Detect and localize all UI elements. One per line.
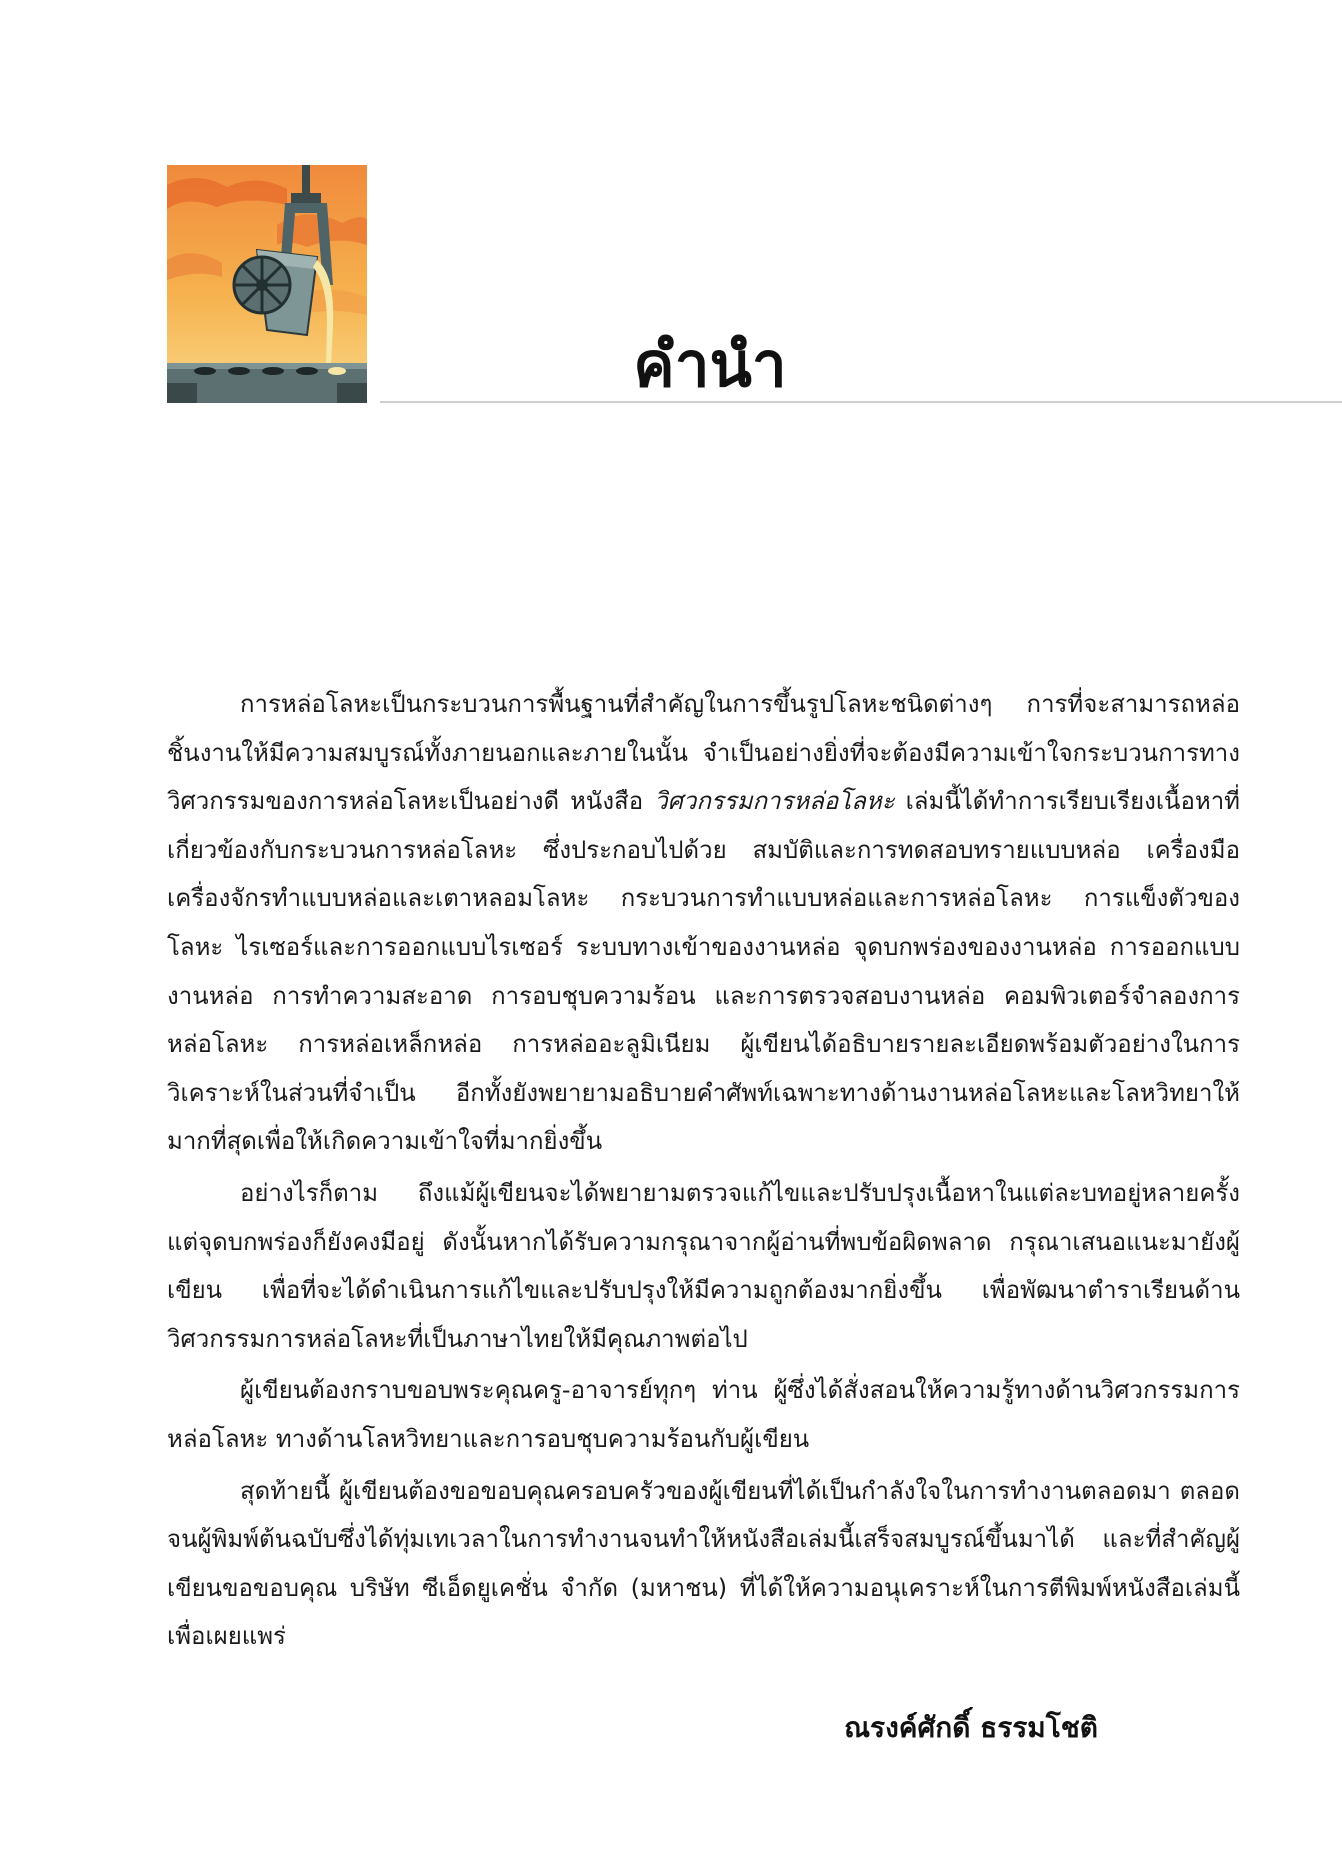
paragraph-1-intro: การหล่อโลหะเป็นกระบวนการพื้นฐานที่สำคัญในการขึ้นรูปโลหะชนิดต่างๆ การที่จะสามารถหล่อชิ้นงานให้มีความสมบูรณ์ทั้งภายนอกและภายในนั้น จำเป็นอย่างยิ่งที่จะต้องมีความเข้าใจกระบวนการทางวิศวกรรมของการหล่อโลหะเป็นอย่างดี หนังสือ (167, 690, 1240, 816)
paragraph-2: อย่างไรก็ตาม ถึงแม้ผู้เขียนจะได้พยายามตรวจแก้ไขและปรับปรุงเนื้อหาในแต่ละบทอยู่หลายครั้ง แต่จุดบกพร่องก็ยังคงมีอยู่ ดังนั้นหากได้รับความกรุณาจากผู้อ่านที่พบข้อผิดพลาด กรุณาเสนอแนะมายังผู้เขียน เพื่อที่จะได้ดำเนินการแก้ไขและปรับปรุงให้มีความถูกต้องมากยิ่งขึ้น เพื่อพัฒนาตำราเรียนด้านวิศวกรรมการหล่อโลหะที่เป็นภาษาไทยให้มีคุณภาพต่อไป (167, 1178, 1240, 1353)
author-signature: ณรงค์ศักดิ์ ธรรมโชติ (844, 1711, 1098, 1744)
paragraph-3: ผู้เขียนต้องกราบขอบพระคุณครู-อาจารย์ทุกๆ ท่าน ผู้ซึ่งได้สั่งสอนให้ความรู้ทางด้านวิศวกรรมการหล่อโลหะ ทางด้านโลหวิทยาและการอบชุบความร้อนกับผู้เขียน (167, 1376, 1240, 1453)
paragraph-1-rest: เล่มนี้ได้ทำการเรียบเรียงเนื้อหาที่เกี่ยวข้องกับกระบวนการหล่อโลหะ ซึ่งประกอบไปด้วย สมบัติและการทดสอบทรายแบบหล่อ เครื่องมือเครื่องจักรทำแบบหล่อและเตาหลอมโลหะ กระบวนการทำแบบหล่อและการหล่อโลหะ การแข็งตัวของโลหะ ไรเซอร์และการออกแบบไรเซอร์ ระบบทางเข้าของงานหล่อ จุดบกพร่องของงานหล่อ การออกแบบงานหล่อ การทำความสะอาด การอบชุบความร้อน และการตรวจสอบงานหล่อ คอมพิวเตอร์จำลองการหล่อโลหะ การหล่อเหล็กหล่อ การหล่ออะลูมิเนียม ผู้เขียนได้อธิบายรายละเอียดพร้อมตัวอย่างในการวิเคราะห์ในส่วนที่จำเป็น อีกทั้งยังพยายามอธิบายคำศัพท์เฉพาะทางด้านงานหล่อโลหะและโลหวิทยาให้มากที่สุดเพื่อให้เกิดความเข้าใจที่มากยิ่งขึ้น (167, 787, 1240, 1156)
foreword-body (167, 680, 1240, 1664)
title-divider (380, 401, 1342, 403)
paragraph-1 (167, 680, 1240, 1166)
paragraph-4: สุดท้ายนี้ ผู้เขียนต้องขอขอบคุณครอบครัวของผู้เขียนที่ได้เป็นกำลังใจในการทำงานตลอดมา ตลอดจนผู้พิมพ์ต้นฉบับซึ่งได้ทุ่มเทเวลาในการทำงานจนทำให้หนังสือเล่มนี้เสร็จสมบูรณ์ขึ้นมาได้ และที่สำคัญผู้เขียนขอขอบคุณ บริษัท ซีเอ็ดยูเคชั่น จำกัด (มหาชน) ที่ได้ให้ความอนุเคราะห์ในการตีพิมพ์หนังสือเล่มนี้เพื่อเผยแพร่ (167, 1476, 1240, 1651)
book-title: วิศวกรรมการหล่อโลหะ (654, 787, 895, 816)
metal-casting-ladle-illustration (167, 165, 367, 403)
page-title: คำนำ (633, 328, 787, 401)
